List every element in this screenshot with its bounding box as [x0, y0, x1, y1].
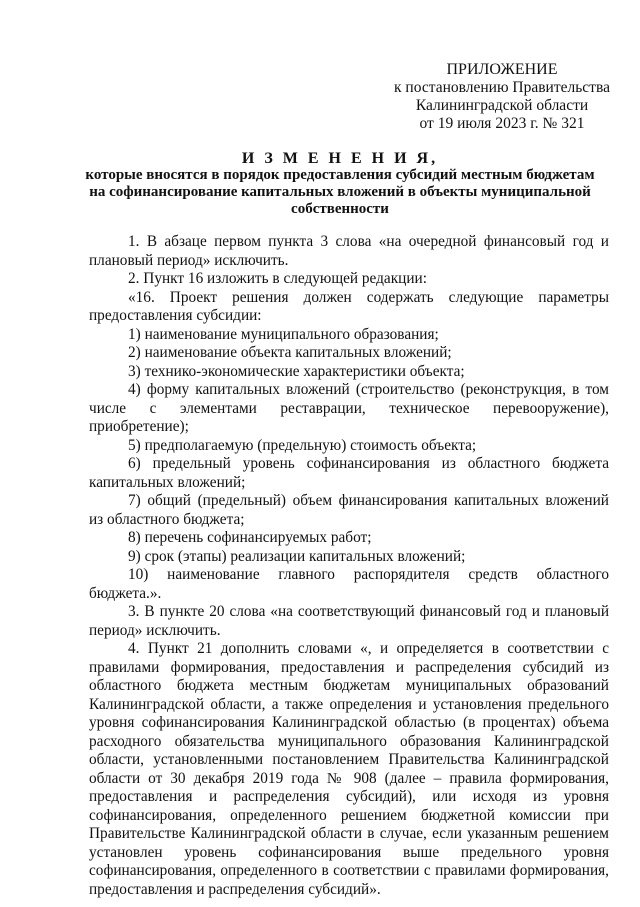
list-item-8: 8) перечень софинансируемых работ;	[128, 529, 372, 546]
paragraph-3: «16. Проект решения должен содержать следующие параметры предоставления субсидии:	[89, 288, 609, 324]
appendix-title: ПРИЛОЖЕНИЕ	[446, 61, 558, 78]
list-item-5: 5) предполагаемую (предельную) стоимость объекта;	[128, 436, 477, 454]
list-item-9: 9) срок (этапы) реализации капитальных вложений;	[128, 547, 466, 565]
appendix-line-1: к постановлению Правительства	[394, 79, 610, 96]
paragraph-4: 3. В пункте 20 слова «на соответствующий финансовый год и плановый период» исключить.	[89, 603, 609, 639]
appendix-block	[382, 61, 622, 133]
heading-title: И З М Е Н Е Н И Я,	[241, 150, 439, 167]
list-item-4: 4) форму капитальных вложений (строительство (реконструкция, в том числе с элементами реставрации, техническое перевооружение), приобретение);	[89, 381, 609, 435]
list-item-7: 7) общий (предельный) объем финансирования капитальных вложений из областного бюджета;	[89, 492, 609, 528]
appendix-line-2: Калининградской области	[415, 97, 589, 114]
paragraph-5: 4. Пункт 21 дополнить словами «, и определяется в соответствии с правилами формирования, предоставления и распределения субсидий из областного бюджета местным бюджетам муниципальных образований Калининградской области, а также определения и установления предельного уровня софинансирования Калининградской областью (в процентах) объема расходного обязательства муниципального образования Калининградской области, установленными постановлением Правительства Калининградской области от 30 декабря 2019 года № 908 (далее – правила формирования, предоставления и распределения субсидий), или исходя из уровня софинансирования, определенного решением бюджетной комиссии при Правительстве Калининградской области в случае, если указанным решением установлен уровень софинансирования выше предельного уровня софинансирования, определенного в соответствии с правилами формирования, предоставления и распределения субсидий».	[89, 640, 609, 898]
document-heading	[80, 150, 600, 218]
paragraph-2: 2. Пункт 16 изложить в следующей редакции:	[128, 270, 427, 287]
list-item-10: 10) наименование главного распорядителя средств областного бюджета.».	[89, 566, 609, 602]
list-item-1: 1) наименование муниципального образования;	[128, 325, 439, 343]
appendix-date-line: от 19 июля 2023 г. № 321	[419, 115, 585, 132]
list-item-2: 2) наименование объекта капитальных вложений;	[128, 344, 452, 361]
list-item-6: 6) предельный уровень софинансирования из областного бюджета капитальных вложений;	[89, 455, 609, 491]
paragraph-1: 1. В абзаце первом пункта 3 слова «на очередной финансовый год и плановый период» исключить.	[89, 233, 609, 269]
document-body	[89, 233, 609, 899]
heading-subtitle: которые вносятся в порядок предоставления субсидий местным бюджетам на софинансирование капитальных вложений в объекты муниципальной собственности	[85, 167, 595, 217]
list-item-3: 3) технико-экономические характеристики объекта;	[128, 362, 465, 380]
